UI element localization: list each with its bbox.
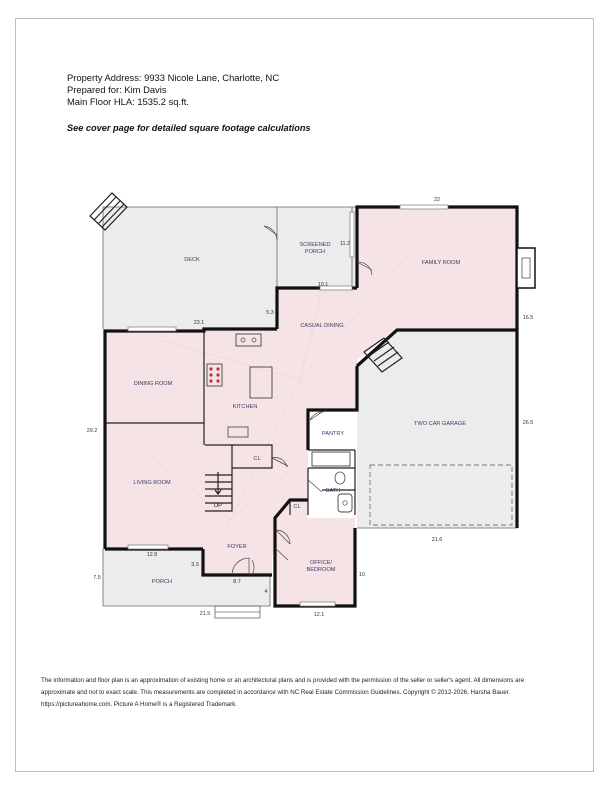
- dim-family-top: 22: [434, 197, 440, 203]
- room-screened-line2: PORCH: [304, 249, 326, 255]
- garage-fill: [357, 330, 517, 528]
- room-deck: DECK: [184, 257, 200, 263]
- dim-porch-step: 4: [264, 589, 268, 595]
- room-porch: PORCH: [151, 579, 173, 585]
- stairs-up-label: UP: [213, 503, 223, 509]
- dim-family-side: 16.5: [522, 315, 534, 321]
- cover-page-note: See cover page for detailed square footage calculations: [67, 123, 311, 133]
- dim-deck-small: 5.3: [266, 310, 274, 316]
- room-foyer: FOYER: [227, 544, 247, 550]
- dim-porch-left: 7.5: [93, 575, 101, 581]
- dim-deck-bottom: 23.1: [193, 320, 205, 326]
- dim-porch-bottom: 21.5: [199, 611, 211, 617]
- dim-office-side: 10: [359, 572, 365, 578]
- room-office-line2: BEDROOM: [306, 567, 336, 573]
- disclaimer-footer: The information and floor plan is an approximation of existing home or an architectural plans and is provided with the permission of the seller or seller's agent. All dimensions are approximate and not to exact scale. This measurements are completed in accordance with NC Real Estate Commission Guidelines. Copyright © 2012-2026, Harsha Bauer. https://pictureahome.com. Picture A Home® is a Registered Trademark.: [41, 677, 525, 708]
- dim-foyer-left: 3.3: [191, 562, 199, 568]
- deck-fill: [103, 207, 277, 329]
- room-closet-2: CL: [293, 504, 301, 510]
- room-closet-1: CL: [253, 456, 261, 462]
- dim-screened-side: 11.2: [339, 241, 351, 247]
- room-pantry: PANTRY: [321, 431, 345, 437]
- bath-fixtures: [312, 452, 352, 512]
- dim-garage-bottom: 21.6: [431, 537, 443, 543]
- dim-foyer-bottom: 8.7: [233, 579, 241, 585]
- room-living: LIVING ROOM: [133, 480, 171, 486]
- dim-office-bottom: 12.1: [313, 612, 325, 618]
- dim-living-bottom: 12.8: [146, 552, 158, 558]
- room-kitchen: KITCHEN: [232, 404, 258, 410]
- fireplace: [517, 248, 535, 288]
- room-family: FAMILY ROOM: [421, 260, 461, 266]
- room-dining: DINING ROOM: [133, 381, 173, 387]
- dim-garage-side: 26.5: [522, 420, 534, 426]
- main-floor-hla: Main Floor HLA: 1535.2 sq.ft.: [67, 96, 189, 107]
- room-bath: BATH: [325, 488, 341, 494]
- dim-overall-left: 29.2: [86, 428, 98, 434]
- room-office-line1: OFFICE/: [309, 560, 333, 566]
- room-screened-line1: SCREENED: [299, 242, 331, 248]
- dim-casual-top: 10.1: [317, 282, 329, 288]
- prepared-for: Prepared for: Kim Davis: [67, 84, 167, 95]
- room-garage: TWO CAR GARAGE: [414, 421, 466, 427]
- room-casual-dining: CASUAL DINING: [300, 323, 344, 329]
- property-address: Property Address: 9933 Nicole Lane, Charlotte, NC: [67, 72, 280, 83]
